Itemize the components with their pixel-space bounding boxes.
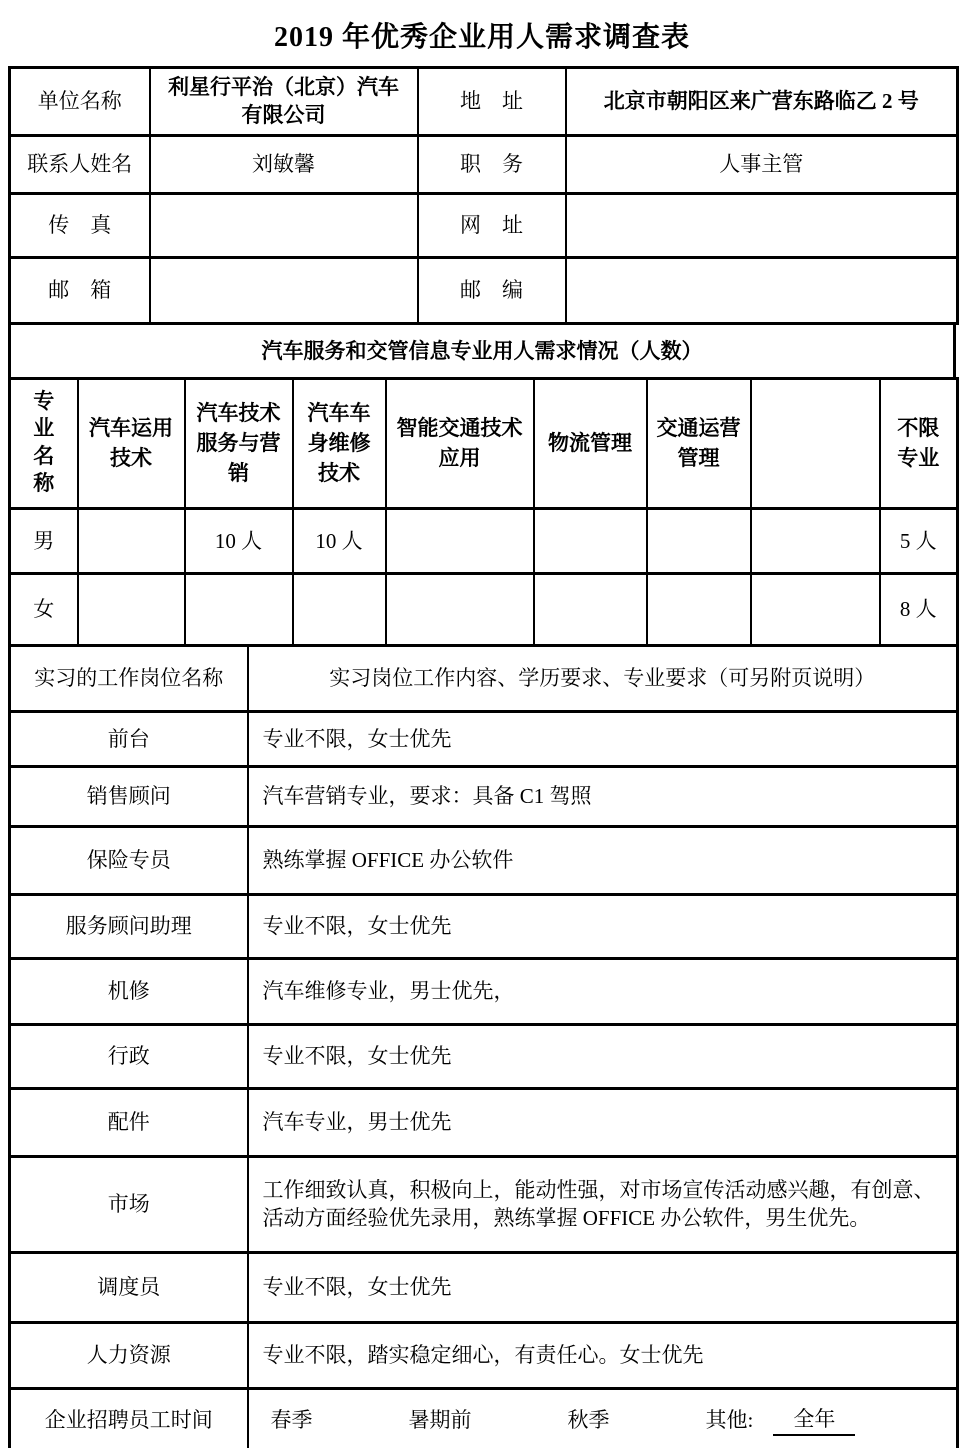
position-cell: 配件 [10, 1088, 248, 1156]
season-before-summer: 暑期前 [408, 1408, 472, 1433]
position-cell: 市场 [10, 1156, 248, 1252]
requirements-cell: 熟练掌握 OFFICE 办公软件 [248, 826, 958, 894]
table-row [10, 826, 958, 894]
row-label-male: 男 [10, 508, 78, 573]
info-label-email: 邮 箱 [10, 257, 150, 323]
requirements-cell: 专业不限，踏实稳定细心，有责任心。女士优先 [248, 1322, 958, 1388]
needs-table [8, 377, 959, 647]
other-value-underlined: 全年 [773, 1405, 855, 1436]
needs-cell [534, 573, 647, 645]
info-label-fax: 传 真 [10, 193, 150, 257]
internship-header-row [10, 645, 958, 711]
info-label-job-title: 职 务 [418, 135, 566, 193]
col-any-major: 不限专业 [880, 378, 958, 508]
needs-cell [185, 573, 293, 645]
table-row [10, 766, 958, 826]
needs-cell [534, 508, 647, 573]
needs-header-row [10, 378, 958, 508]
info-label-postal-code: 邮 编 [418, 257, 566, 323]
col-auto-tech-service-marketing: 汽车技术服务与营销 [185, 378, 293, 508]
needs-cell: 10 人 [293, 508, 386, 573]
position-cell: 调度员 [10, 1252, 248, 1322]
needs-row-male [10, 508, 958, 573]
row-label-female: 女 [10, 573, 78, 645]
info-value-email [150, 257, 418, 323]
table-row [10, 193, 958, 257]
needs-cell [293, 573, 386, 645]
needs-cell [647, 573, 751, 645]
col-logistics-management: 物流管理 [534, 378, 647, 508]
table-row [10, 894, 958, 958]
col-empty [751, 378, 880, 508]
info-value-job-title: 人事主管 [566, 135, 958, 193]
info-label-address: 地 址 [418, 68, 566, 136]
info-value-postal-code [566, 257, 958, 323]
table-row [10, 323, 955, 378]
table-row [10, 1322, 958, 1388]
col-intelligent-transport-tech: 智能交通技术应用 [386, 378, 534, 508]
position-cell: 前台 [10, 711, 248, 766]
table-row [10, 68, 958, 136]
needs-section-title: 汽车服务和交管信息专业用人需求情况（人数） [10, 323, 955, 378]
other-label: 其他: [705, 1408, 754, 1433]
table-row [10, 1088, 958, 1156]
needs-cell [78, 573, 185, 645]
requirements-cell: 专业不限，女士优先 [248, 711, 958, 766]
info-value-contact-name: 刘敏馨 [150, 135, 418, 193]
table-row [10, 1252, 958, 1322]
col-auto-application-tech: 汽车运用技术 [78, 378, 185, 508]
info-value-website [566, 193, 958, 257]
table-row [10, 1024, 958, 1088]
requirements-cell: 汽车维修专业，男士优先， [248, 958, 958, 1024]
needs-section-header [8, 322, 956, 380]
recruit-time-row [10, 1388, 958, 1448]
needs-cell [647, 508, 751, 573]
needs-cell [751, 573, 880, 645]
requirements-cell: 专业不限，女士优先 [248, 1252, 958, 1322]
requirements-cell: 汽车专业，男士优先 [248, 1088, 958, 1156]
table-row [10, 711, 958, 766]
info-label-contact-name: 联系人姓名 [10, 135, 150, 193]
info-value-company-name: 利星行平治（北京）汽车有限公司 [150, 68, 418, 136]
season-spring: 春季 [270, 1408, 313, 1433]
needs-cell: 5 人 [880, 508, 958, 573]
col-major-name: 专业名称 [10, 378, 78, 508]
needs-cell [751, 508, 880, 573]
needs-cell: 10 人 [185, 508, 293, 573]
info-value-address: 北京市朝阳区来广营东路临乙 2 号 [566, 68, 958, 136]
info-label-company-name: 单位名称 [10, 68, 150, 136]
col-auto-body-repair: 汽车车身维修技术 [293, 378, 386, 508]
company-info-table [8, 66, 959, 325]
position-cell: 服务顾问助理 [10, 894, 248, 958]
document-page [0, 15, 964, 1448]
table-row [10, 1156, 958, 1252]
recruit-time-options [248, 1388, 958, 1448]
position-cell: 销售顾问 [10, 766, 248, 826]
needs-row-female [10, 573, 958, 645]
info-value-fax [150, 193, 418, 257]
info-label-website: 网 址 [418, 193, 566, 257]
table-row [10, 257, 958, 323]
col-transport-operation-management: 交通运营管理 [647, 378, 751, 508]
requirements-cell: 汽车营销专业，要求：具备 C1 驾照 [248, 766, 958, 826]
position-cell: 机修 [10, 958, 248, 1024]
season-autumn: 秋季 [567, 1408, 610, 1433]
position-cell: 行政 [10, 1024, 248, 1088]
internship-header-desc: 实习岗位工作内容、学历要求、专业要求（可另附页说明） [248, 645, 958, 711]
requirements-cell: 专业不限，女士优先 [248, 1024, 958, 1088]
internship-header-label: 实习的工作岗位名称 [10, 645, 248, 711]
requirements-cell: 工作细致认真，积极向上，能动性强，对市场宣传活动感兴趣，有创意、活动方面经验优先录用，熟练掌握 OFFICE 办公软件，男生优先。 [248, 1156, 958, 1252]
table-row [10, 135, 958, 193]
needs-cell [386, 508, 534, 573]
page-title: 2019 年优秀企业用人需求调查表 [273, 22, 690, 53]
needs-cell [78, 508, 185, 573]
position-cell: 保险专员 [10, 826, 248, 894]
requirements-cell: 专业不限，女士优先 [248, 894, 958, 958]
position-cell: 人力资源 [10, 1322, 248, 1388]
table-row [10, 958, 958, 1024]
needs-cell: 8 人 [880, 573, 958, 645]
recruit-time-label: 企业招聘员工时间 [10, 1388, 248, 1448]
needs-cell [386, 573, 534, 645]
internship-table [8, 644, 959, 1448]
